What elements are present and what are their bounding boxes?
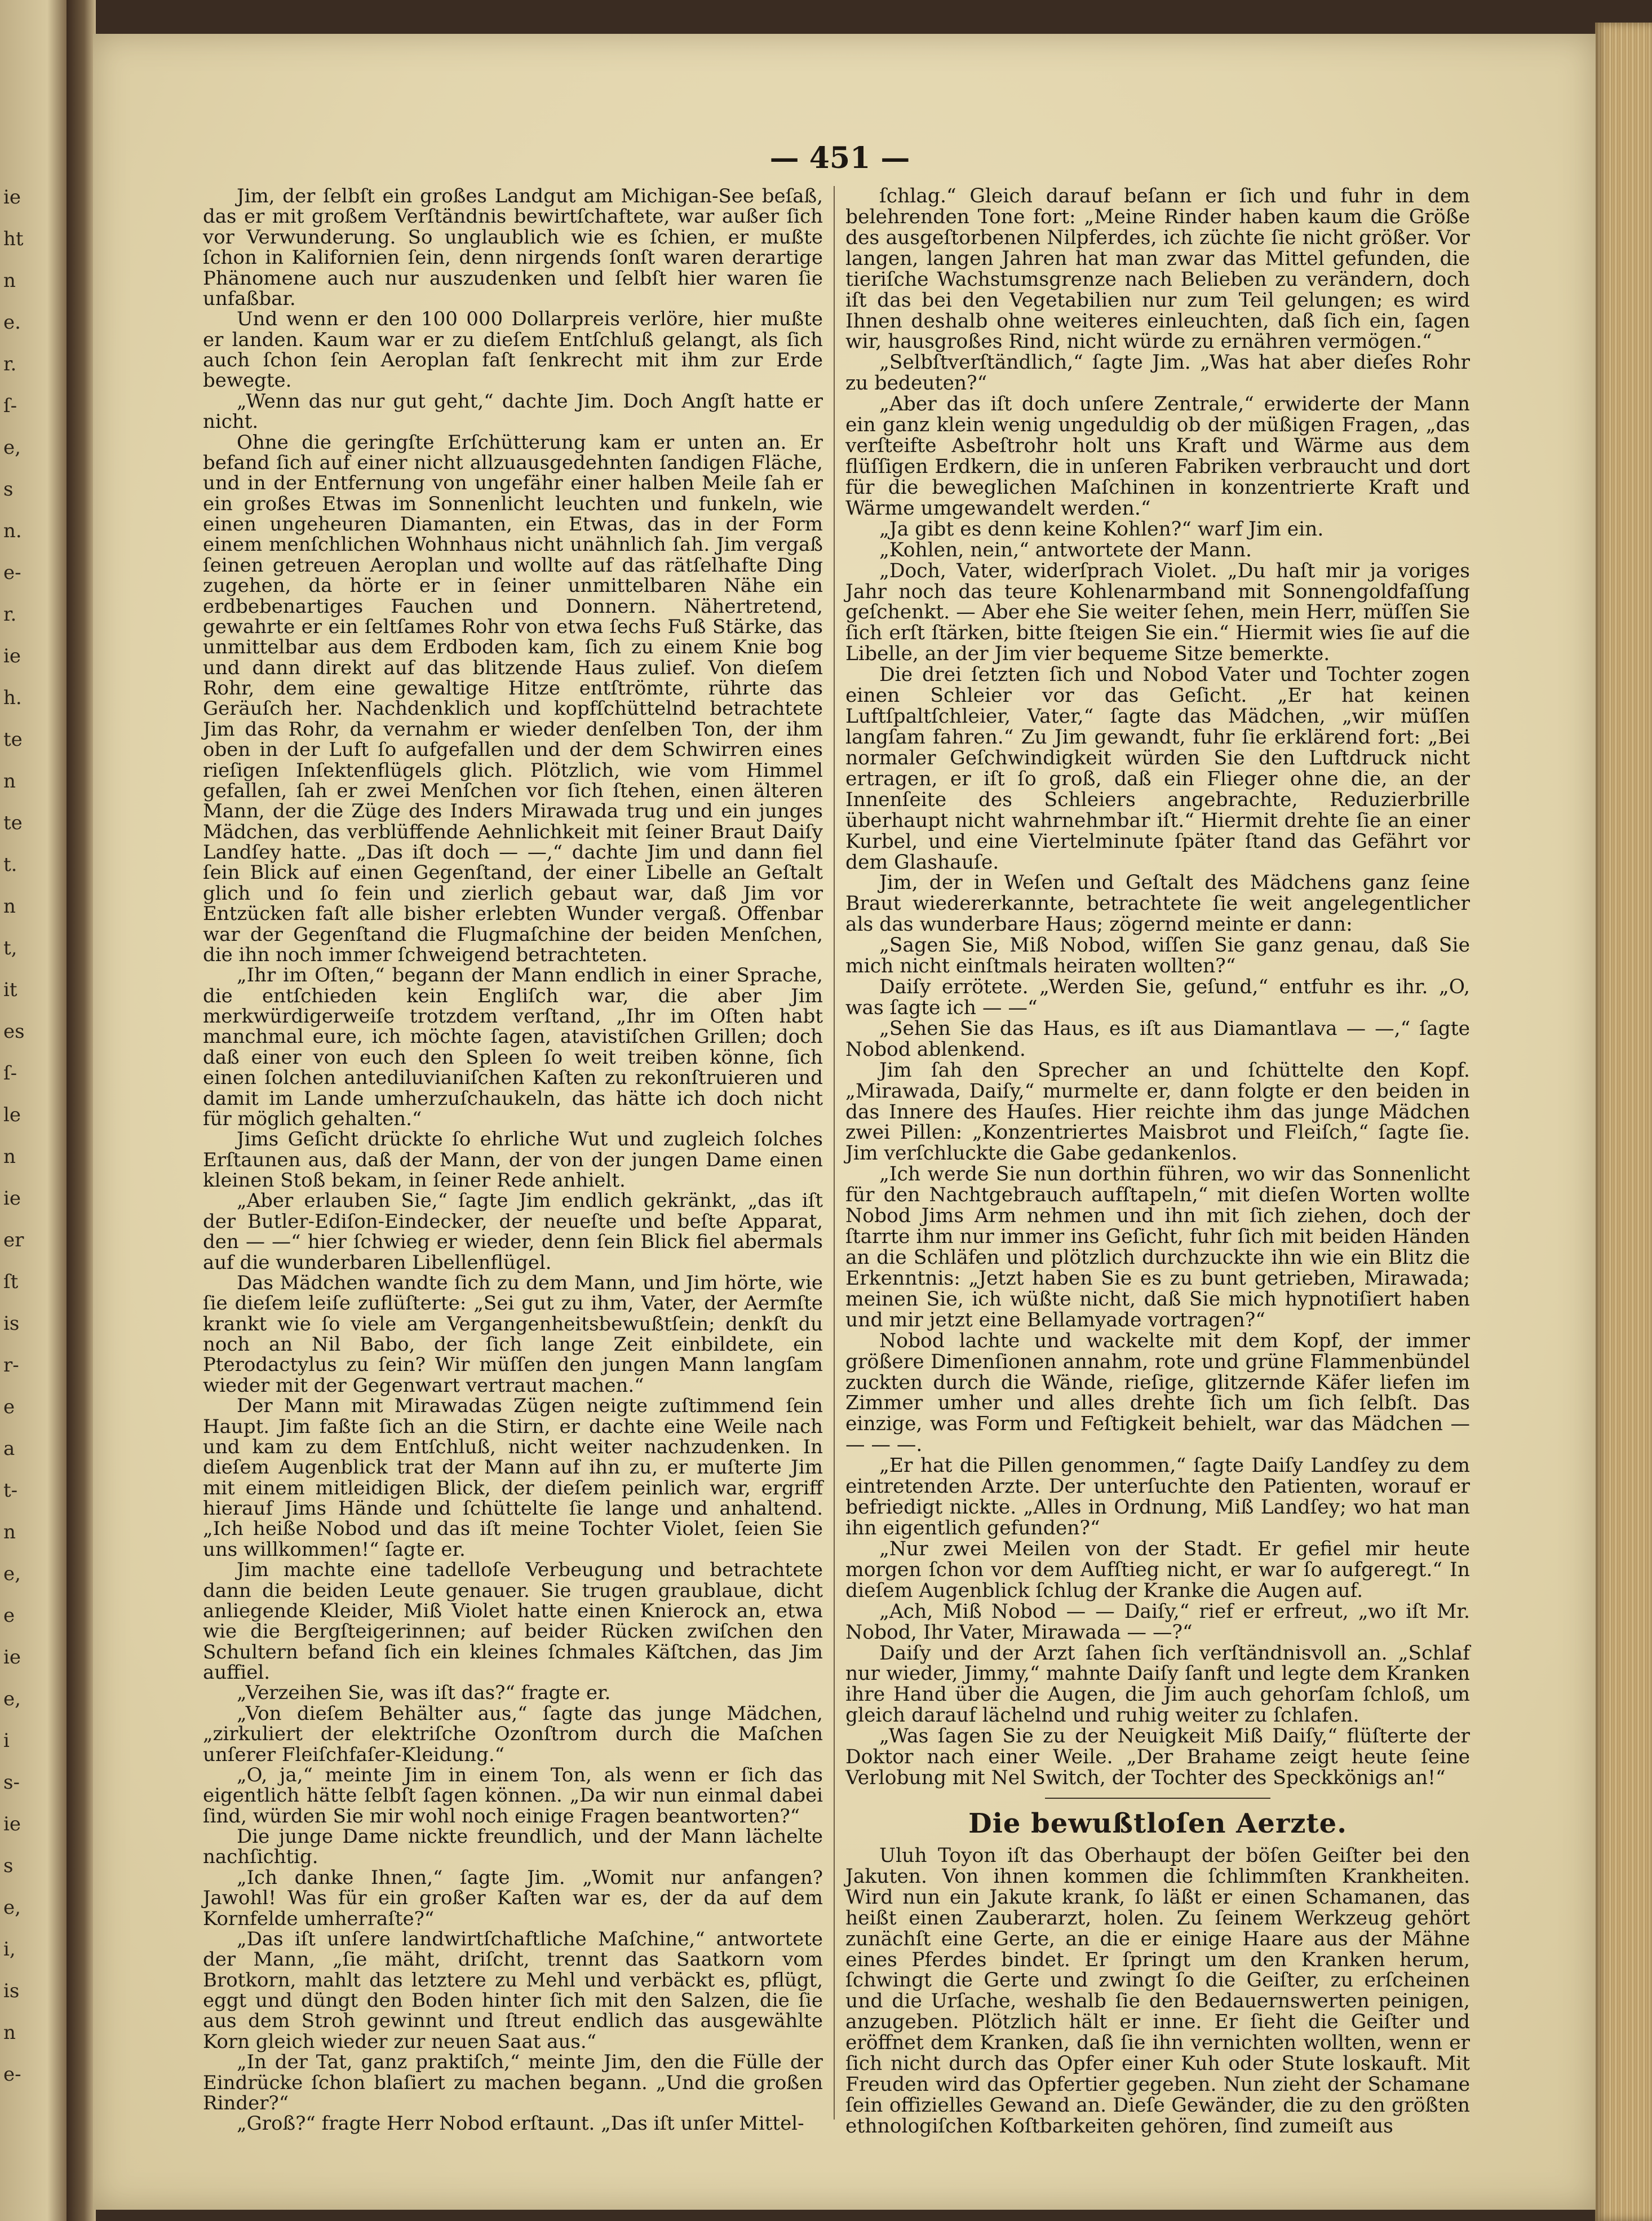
facing-page-fragment: es (3, 1020, 25, 1043)
facing-page-fragment: s (3, 1855, 14, 1877)
paragraph: „Ich danke Ihnen,“ ſagte Jim. „Womit nur anfangen? Jawohl! Was für ein großer Kaſten war es, der da auf dem Kornfelde umherraſte?“ (203, 1866, 823, 1930)
paragraph: Der Mann mit Mirawadas Zügen neigte zuſtimmend ſein Haupt. Jim faßte ſich an die Stirn, er dachte eine Weile nach und kam zu dem Entſchluß, nicht weiter nachzudenken. In dieſem Augenblick trat der Mann auf ihn zu, er muſterte Jim mit einem mitleidigen Blick, der dieſem peinlich war, ergriff hierauf Jims Hände und ſchüttelte ſie lange und anhaltend. „Ich heiße Nobod und das iſt meine Tochter Violet, ſeien Sie uns willkommen!“ ſagte er. (203, 1395, 823, 1561)
paragraph: „Aber das iſt doch unſere Zentrale,“ erwiderte der Mann ein ganz klein wenig ungeduldig ob der müßigen Fragen, „das verſteifte Asbeſtrohr holt uns Kraft und Wärme aus dem flüſſigen Erdkern, die in unſeren Fabriken verbraucht und dort für die beweglichen Maſchinen in konzentrierte Kraft und Wärme umgewandelt werden.“ (845, 393, 1470, 520)
paragraph: Daiſy errötete. „Werden Sie, geſund,“ entfuhr es ihr. „O, was ſagte ich — —“ (845, 976, 1470, 1019)
paragraph: „Von dieſem Behälter aus,“ ſagte das junge Mädchen, „zirkuliert der elektriſche Ozonſtrom durch die Maſchen unſerer Fleiſchfaſer-Kleidung.“ (203, 1702, 823, 1766)
article-headline: Die bewußtloſen Aerzte. (968, 1807, 1347, 1839)
left-page-edge (0, 0, 68, 2221)
facing-page-fragment: e, (3, 436, 21, 459)
paragraph: „Ach, Miß Nobod — — Daiſy,“ rief er erfreut, „wo iſt Mr. Nobod, Ihr Vater, Mirawada — —?“ (845, 1600, 1470, 1644)
paragraph: „Ich werde Sie nun dorthin führen, wo wir das Sonnenlicht für den Nachtgebrauch aufſtapeln,“ mit dieſen Worten wollte Nobod Jims Arm nehmen und ihn mit ſich ziehen, doch der ſtarrte ihm nur immer ins Geſicht, fuhr ſich mit beiden Händen an die Schläfen und plötzlich durchzuckte ihn wie ein Blitz die Erkenntnis: „Jetzt haben Sie es zu bunt getrieben, Mirawada; meinen Sie, ich wüßte nicht, daß Sie mich hypnotiſiert haben und mir jetzt eine Bellamyade vortragen?“ (845, 1163, 1470, 1331)
facing-page-fragment: ie (3, 186, 21, 209)
paragraph: Die junge Dame nickte freundlich, und der Mann lächelte nachſichtig. (203, 1825, 823, 1869)
paragraph: Uluh Toyon iſt das Oberhaupt der böſen Geiſter bei den Jakuten. Von ihnen kommen die ſchlimmſten Krankheiten. Wird nun ein Jakute krank, ſo läßt er einen Schamanen, das heißt einen Zauberarzt, holen. Zu ſeinem Werkzeug gehört zunächſt eine Gerte, an die er einige Haare aus der Mähne eines Pferdes bindet. Er ſpringt um den Kranken herum, ſchwingt die Gerte und zwingt ſo die Geiſter, zu erſcheinen und die Urſache, weshalb ſie den Bedauernswerten peinigen, anzugeben. Plötzlich hält er inne. Er ſieht die Geiſter und eröffnet dem Kranken, daß ſie ihn vernichten wollten, wenn er ſich nicht durch das Opfer einer Kuh oder Stute loskauft. Mit Freuden wird das Opfertier gegeben. Nun zieht der Schamane ſein offizielles Gewand an. Dieſe Gewänder, die zu den größten ethnologiſchen Koſtbarkeiten gehören, ſind zumeiſt aus (845, 1844, 1470, 2138)
facing-page-fragment: ſ- (3, 1062, 17, 1085)
facing-page-fragment: r. (3, 353, 17, 375)
paragraph: „Selbſtverſtändlich,“ ſagte Jim. „Was hat aber dieſes Rohr zu bedeuten?“ (845, 351, 1470, 395)
paragraph: Jim machte eine tadelloſe Verbeugung und betrachtete dann die beiden Leute genauer. Sie trugen graublaue, dicht anliegende Kleider, Miß Violet hatte einen Knierock an, etwa wie die Bergſteigerinnen; auf beider Rücken zwiſchen den Schultern befand ſich ein kleines ſchmales Käſtchen, das Jim auffiel. (203, 1559, 823, 1684)
paragraph: Jim, der in Weſen und Geſtalt des Mädchens ganz ſeine Braut wiedererkannte, betrachtete ſie weit angelegentlicher als das wunderbare Haus; zögernd meinte er dann: (845, 871, 1470, 936)
facing-page-fragment: n (3, 1521, 16, 1543)
facing-page-fragment: n (3, 2021, 16, 2044)
facing-page-fragment: ie (3, 645, 21, 667)
facing-page-fragment: e, (3, 1563, 21, 1585)
facing-page-fragment: a (3, 1437, 15, 1460)
facing-page-fragment: is (3, 1980, 20, 2002)
paragraph: „Er hat die Pillen genommen,“ ſagte Daiſy Landſey zu dem eintretenden Arzte. Der unterſuchte den Patienten, worauf er befriedigt nickte. „Alles in Ordnung, Miß Landſey; wo hat man ihn eigentlich gefunden?“ (845, 1454, 1470, 1539)
facing-page-fragment: te (3, 812, 23, 834)
facing-page-fragment: i (3, 1729, 10, 1752)
paragraph: „Doch, Vater, widerſprach Violet. „Du haſt mir ja voriges Jahr noch das teure Kohlenarmband mit Sonnengoldfaſſung geſchenkt. — Aber ehe Sie weiter ſehen, mein Herr, müſſen Sie ſich erſt ſtärken, bitte ſteigen Sie ein.“ Hiermit wies ſie auf die Libelle, an der Jim vier bequeme Sitze bemerkte. (845, 559, 1470, 666)
facing-page-fragment: le (3, 1104, 21, 1126)
paragraph: „Ihr im Oſten,“ begann der Mann endlich in einer Sprache, die entſchieden kein Engliſch war, die aber Jim merkwürdigerweiſe trotzdem verſtand, „Ihr im Oſten habt manchmal eure, ich möchte ſagen, atavistiſchen Grillen; doch daß einer von euch den Spleen ſo weit treiben könne, ſich einen ſolchen antediluvianiſchen Kaſten zu rekonſtruieren und damit im Lande umherzuſchaukeln, das hätte ich doch nicht für möglich gehalten.“ (203, 964, 823, 1130)
facing-page-fragment: e- (3, 2063, 21, 2086)
facing-page-fragment: e (3, 1396, 15, 1418)
facing-page-fragment: n (3, 269, 16, 292)
paragraph: „Kohlen, nein,“ antwortete der Mann. (879, 538, 1252, 561)
facing-page-fragment: e (3, 1604, 15, 1627)
facing-page-fragment: is (3, 1312, 20, 1335)
facing-page-fragment: i, (3, 1938, 16, 1961)
facing-page-fragment: r- (3, 1354, 19, 1377)
facing-page-fragment: e, (3, 1688, 21, 1710)
paragraph: „Nur zwei Meilen von der Stadt. Er gefiel mir heute morgen ſchon vor dem Aufſtieg nicht, er war ſo aufgeregt.“ In dieſem Augenblick ſchlug der Kranke die Augen auf. (845, 1537, 1470, 1602)
article-body (845, 1846, 1470, 2137)
facing-page-fragment: s (3, 478, 14, 501)
paragraph: „Das iſt unſere landwirtſchaftliche Maſchine,“ antwortete der Mann, „ſie mäht, driſcht, trennt das Saatkorn vom Brotkorn, mahlt das letztere zu Mehl und verbäckt es, pflügt, eggt und düngt den Boden hinter ſich mit den Salzen, die ſie aus dem Stroh gewinnt und ſtreut endlich das ausgewählte Korn gleich wieder zur neuen Saat aus.“ (203, 1927, 823, 2053)
facing-page-fragment: t- (3, 1479, 18, 1502)
paragraph: „Was ſagen Sie zu der Neuigkeit Miß Daiſy,“ flüſterte der Doktor nach einer Weile. „Der Brahame zeigt heute ſeine Verlobung mit Nel Switch, der Tochter des Speckkönigs an!“ (845, 1725, 1470, 1790)
facing-page-fragment: ht (3, 228, 24, 250)
paragraph: „O, ja,“ meinte Jim in einem Ton, als wenn er ſich das eigentlich hätte ſelbſt ſagen können. „Da wir nun einmal dabei ſind, würden Sie mir wohl noch einige Fragen beantworten?“ (203, 1763, 823, 1828)
facing-page-fragment: n (3, 770, 16, 793)
text-column-right (845, 186, 1470, 2137)
facing-page-fragment: ie (3, 1187, 21, 1210)
facing-page-fragment: er (3, 1229, 24, 1251)
paragraph: Jim ſah den Sprecher an und ſchüttelte den Kopf. „Mirawada, Daiſy,“ murmelte er, dann folgte er den beiden in das Innere des Hauſes. Hier reichte ihm das junge Mädchen zwei Pillen: „Konzentriertes Maisbrot und Fleiſch,“ ſagte ſie. Jim verſchluckte die Gabe gedankenlos. (845, 1059, 1470, 1165)
paragraph: Das Mädchen wandte ſich zu dem Mann, und Jim hörte, wie ſie dieſem leiſe zuflüſterte: „Sei gut zu ihm, Vater, der Aermſte krankt wie ſo viele am Vergangenheitsbewußtſein; denkſt du noch an Nil Babo, der ſich lange Zeit einbildete, ein Pterodactylus zu ſein? Wir müſſen den jungen Mann langſam wieder mit der Gegenwart vertraut machen.“ (203, 1271, 823, 1397)
paragraph: Jims Geſicht drückte ſo ehrliche Wut und zugleich ſolches Erſtaunen aus, daß der Mann, der von der jungen Dame einen kleinen Stoß bekam, in ſeiner Rede anhielt. (203, 1128, 823, 1192)
text-column-left (203, 186, 823, 2134)
paragraph: „Aber erlauben Sie,“ ſagte Jim endlich gekränkt, „das iſt der Butler-Ediſon-Eindecker, der neueſte und beſte Apparat, den — —“ hier ſchwieg er wieder, denn ſein Blick fiel abermals auf die wunderbaren Libellenflügel. (203, 1189, 823, 1274)
facing-page-fragment: ſ- (3, 395, 17, 417)
paragraph: ſchlag.“ Gleich darauf beſann er ſich und fuhr in dem belehrenden Tone fort: „Meine Rinder haben kaum die Größe des ausgeſtorbenen Nilpferdes, ich züchte ſie nicht größer. Vor langen, langen Jahren hat man zwar das Mittel gefunden, die tieriſche Wachstumsgrenze nach Belieben zu verändern, doch iſt das bei den Vegetabilien nur zum Teil gelungen; es wird Ihnen deshalb ohne weiteres einleuchten, daß ſich ein, ſagen wir, hausgroßes Rind, nicht würde zu ernähren vermögen.“ (845, 185, 1470, 353)
paragraph: „Sagen Sie, Miß Nobod, wiſſen Sie ganz genau, daß Sie mich nicht einſtmals heiraten wollten?“ (845, 934, 1470, 978)
section-rule (1045, 1798, 1270, 1799)
facing-page-fragment: it (3, 979, 17, 1001)
facing-page-fragment: e, (3, 1896, 21, 1919)
paragraph: Nobod lachte und wackelte mit dem Kopf, der immer größere Dimenſionen annahm, rote und grüne Flammenbündel zuckten durch die Wände, rieſige, glitzernde Käfer liefen im Zimmer umher und alles drehte ſich um ſich ſelbſt. Das einzige, was Form und Feſtigkeit behielt, war das Mädchen — — — —. (845, 1329, 1470, 1457)
facing-page-fragment: h. (3, 687, 22, 709)
paragraph: Die drei ſetzten ſich und Nobod Vater und Tochter zogen einen Schleier vor das Geſicht. „Er hat keinen Luftſpaltſchleier, Vater,“ ſagte das Mädchen, „wir müſſen langſam fahren.“ Zu Jim gewandt, fuhr ſie erklärend fort: „Bei normaler Geſchwindigkeit würden Sie den Luftdruck nicht ertragen, er iſt ſo groß, daß ein Flieger ohne die, an der Innenſeite des Schleiers angebrachte, Reduzierbrille überhaupt nicht wahrnehmbar iſt.“ Hiermit drehte ſie an einer Kurbel, und eine Viertelminute ſpäter ſtand das Gefährt vor dem Glashauſe. (845, 663, 1470, 874)
paragraph: „Verzeihen Sie, was iſt das?“ fragte er. (237, 1682, 611, 1705)
paragraph: „In der Tat, ganz praktiſch,“ meinte Jim, den die Fülle der Eindrücke ſchon blaſiert zu machen begann. „Und die großen Rinder?“ (203, 2051, 823, 2114)
paragraph: „Wenn das nur gut geht,“ dachte Jim. Doch Angſt hatte er nicht. (203, 390, 823, 433)
paragraph: „Groß?“ fragte Herr Nobod erſtaunt. „Das iſt unſer Mittel- (237, 2112, 804, 2135)
facing-page-fragment: r. (3, 603, 17, 626)
facing-page-fragment: s- (3, 1771, 20, 1794)
paragraph: „Sehen Sie das Haus, es iſt aus Diamantlava — —,“ ſagte Nobod ablenkend. (845, 1017, 1470, 1061)
story-continuation (845, 186, 1470, 1789)
facing-page-fragment: e- (3, 561, 21, 584)
facing-page-fragment: t, (3, 937, 17, 959)
facing-page-fragment: n (3, 1145, 16, 1168)
facing-page-fragment: n. (3, 520, 22, 542)
page-stack-edge (1595, 23, 1652, 2221)
page-number: — 451 — (769, 141, 910, 175)
facing-page-fragment: ie (3, 1646, 21, 1669)
paragraph: Ohne die geringſte Erſchütterung kam er unten an. Er befand ſich auf einer nicht allzuausgedehnten ſandigen Fläche, und in der Entfernung von ungefähr einer halben Meile ſah er ein großes Etwas im Sonnenlicht leuchten und funkeln, wie einen ungeheuren Diamanten, ein Etwas, das in der Form einem menſchlichen Wohnhaus nicht unähnlich ſah. Jim vergaß ſeinen getreuen Aeroplan und wollte auf das rätſelhafte Ding zugehen, da hörte er in ſeiner unmittelbaren Nähe ein erdbebenartiges Fauchen und Donnern. Nähertretend, gewahrte er ein ſeltſames Rohr von etwa ſechs Fuß Stärke, das unmittelbar aus dem Erdboden kam, ſich zu einem Knie bog und dann direkt auf das blitzende Haus zulief. Von dieſem Rohr, dem eine gewaltige Hitze entſtrömte, rührte das Geräuſch her. Nachdenklich und kopfſchüttelnd betrachtete Jim das Rohr, da vernahm er wieder denſelben Ton, der ihm oben in der Luft ſo aufgefallen und der dem Schwirren eines rieſigen Inſektenflügels glich. Plötzlich, wie vom Himmel gefallen, ſah er zwei Menſchen vor ſich ſtehen, einen älteren Mann, der die Züge des Inders Mirawada trug und ein junges Mädchen, das verblüffende Aehnlichkeit mit ſeiner Braut Daiſy Landſey hatte. „Das iſt doch — —,“ dachte Jim und dann fiel ſein Blick auf einen Gegenſtand, der einer Libelle an Geſtalt glich und ſo fein und zierlich gebaut war, daß Jim vor Entzücken faſt alle bisher erlebten Wunder vergaß. Offenbar war der Gegenſtand die Flugmaſchine der beiden Menſchen, die ihn noch immer ſchweigend betrachteten. (203, 431, 823, 966)
facing-page-fragment: ie (3, 1813, 21, 1835)
facing-page-fragment: te (3, 728, 23, 751)
book-gutter (67, 0, 96, 2221)
paragraph: Daiſy und der Arzt ſahen ſich verſtändnisvoll an. „Schlaf nur wieder, Jimmy,“ mahnte Daiſy ſanft und legte dem Kranken ihre Hand über die Augen, die Jim auch gehorſam ſchloß, um gleich darauf lächelnd und ruhig weiter zu ſchlafen. (845, 1642, 1470, 1727)
facing-page-fragment: ſt (3, 1271, 19, 1293)
facing-page-fragment: e. (3, 311, 21, 334)
paragraph: Jim, der ſelbſt ein großes Landgut am Michigan-See beſaß, das er mit großem Verſtändnis bewirtſchaftete, war außer ſich vor Verwunderung. So unglaublich wie es ſchien, er mußte ſchon in Kalifornien ſein, denn nirgends ſonſt waren derartige Phänomene auch nur auszudenken und ſelbſt hier waren ſie unfaßbar. (203, 185, 823, 310)
column-divider (834, 186, 835, 2120)
paragraph: „Ja gibt es denn keine Kohlen?“ warf Jim ein. (879, 517, 1324, 541)
facing-page-fragment: n (3, 895, 16, 918)
paragraph: Und wenn er den 100 000 Dollarpreis verlöre, hier mußte er landen. Kaum war er zu dieſem Entſchluß gelangt, als ſich auch ſchon ſein Aeroplan faſt ſenkrecht mit ihm zur Erde bewegte. (203, 308, 823, 392)
facing-page-fragment: t. (3, 853, 17, 876)
